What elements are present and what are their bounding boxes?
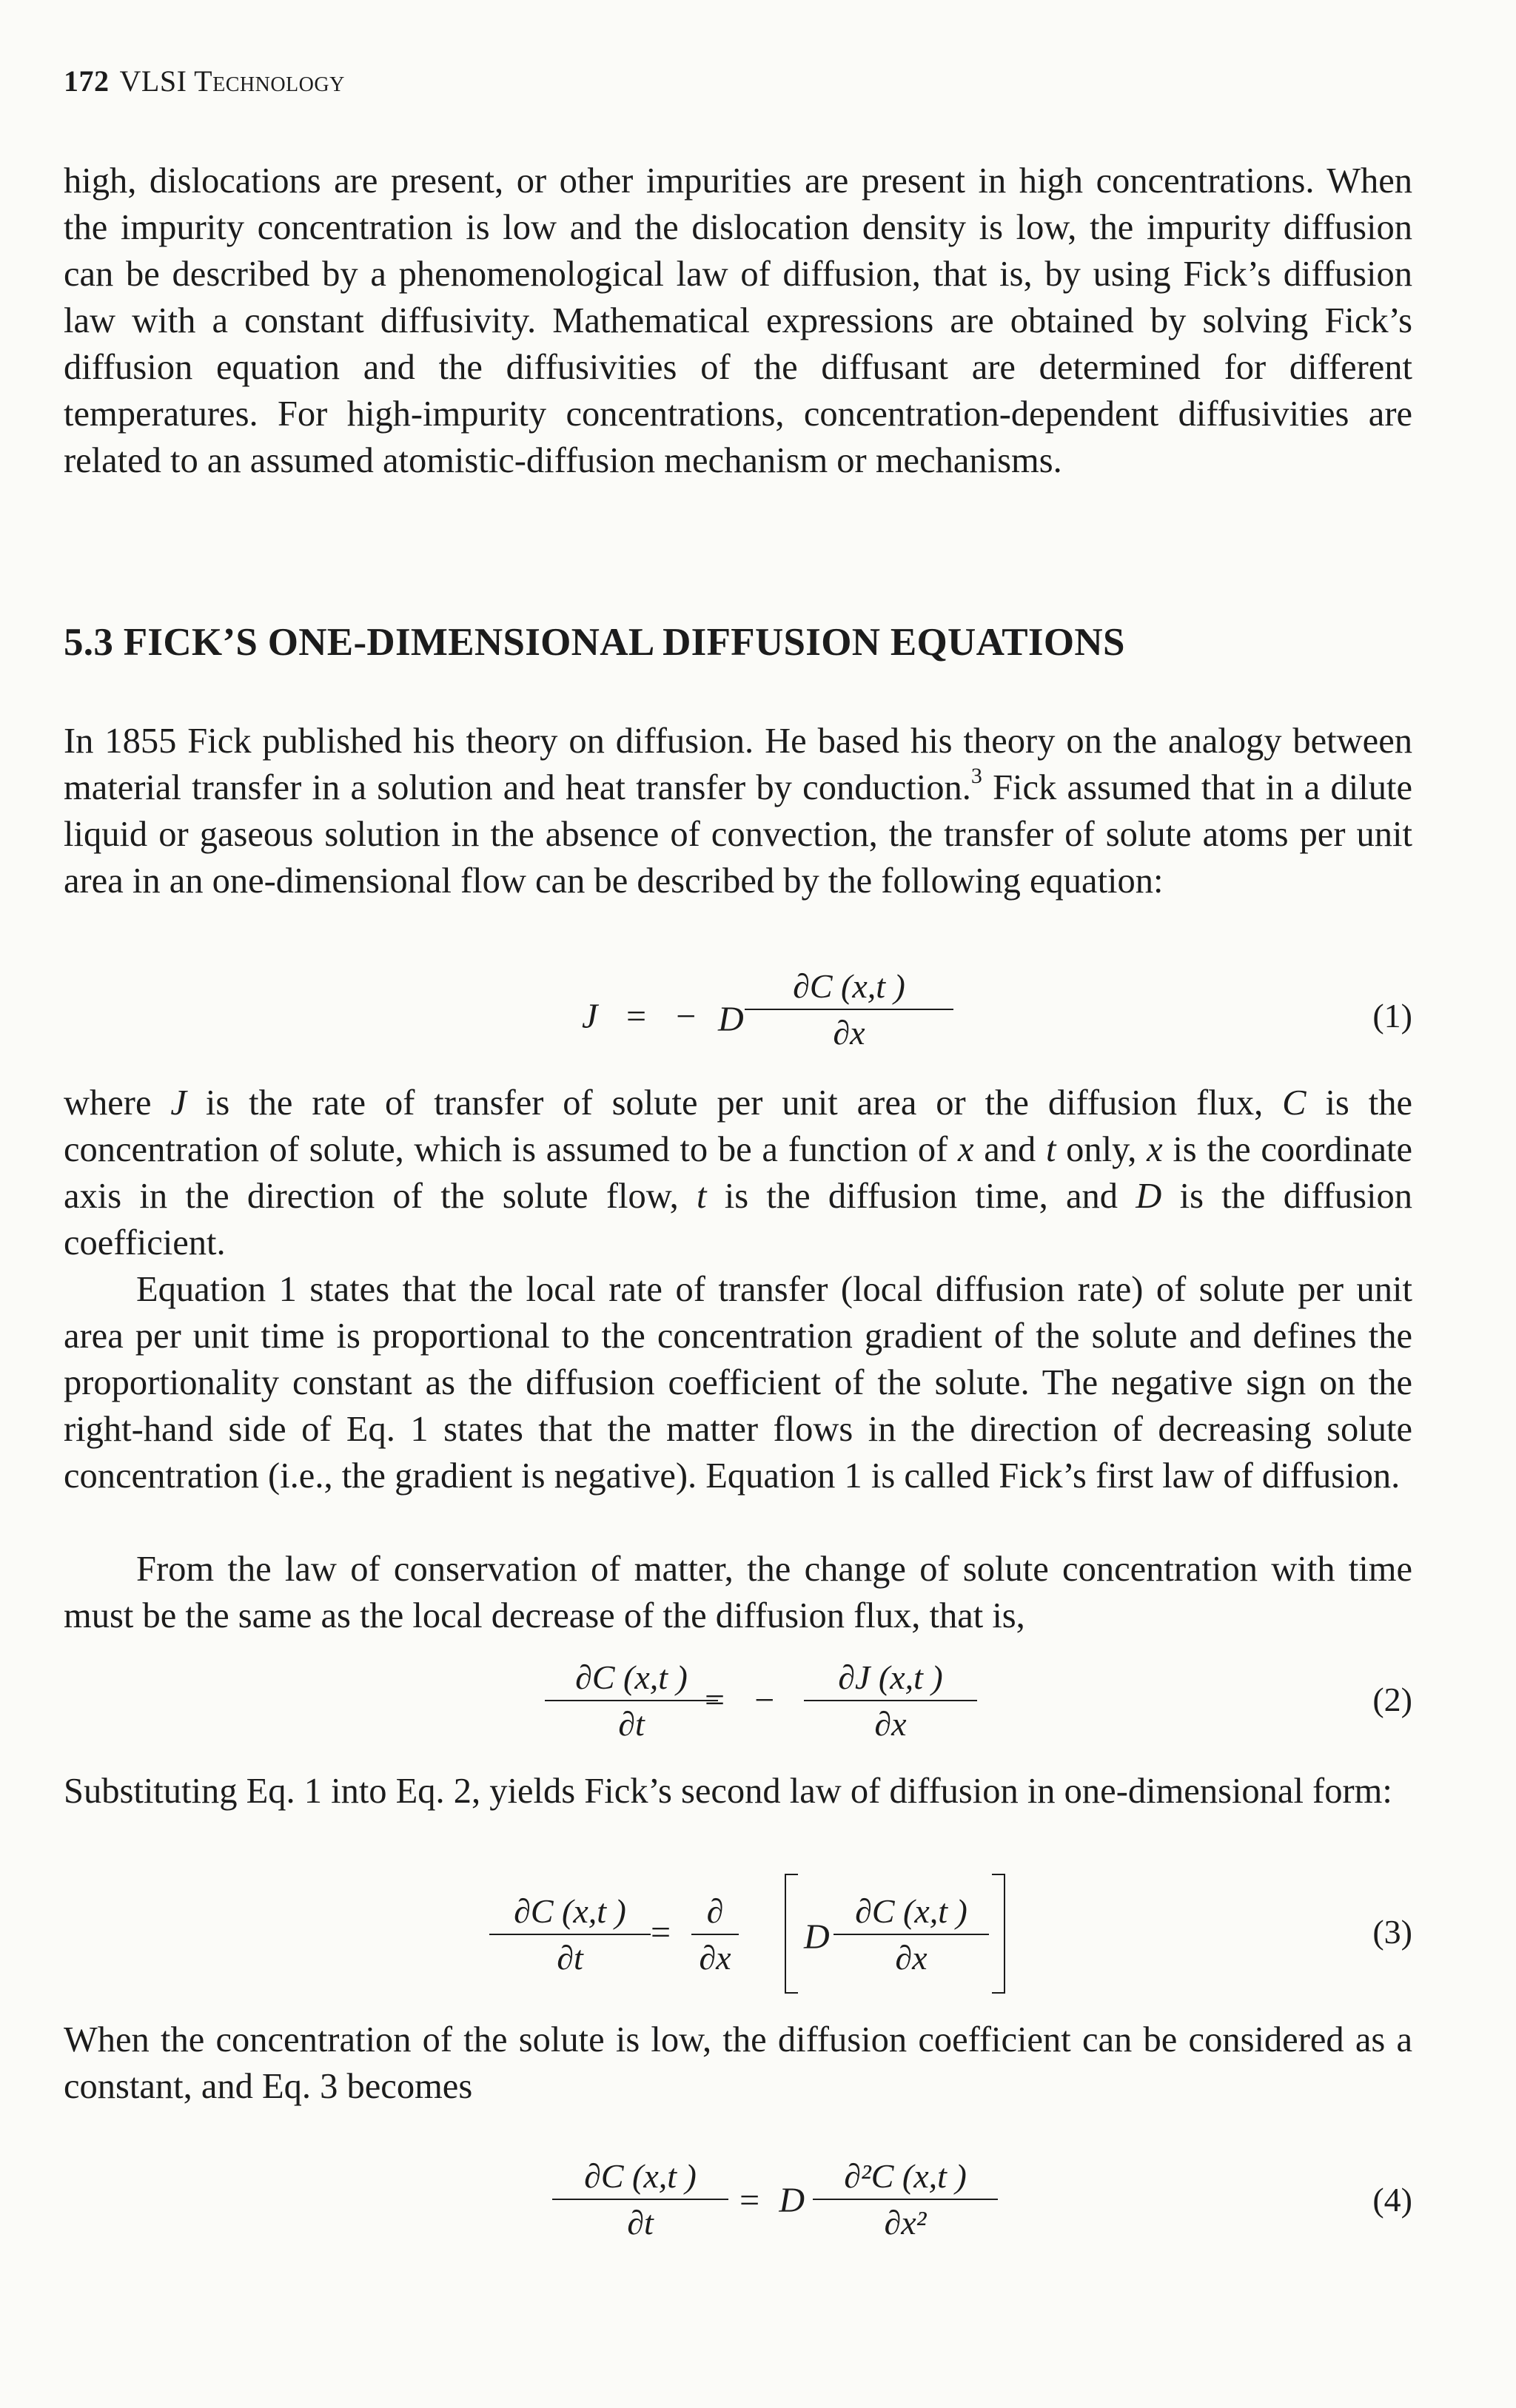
paragraph-2-text-b: Fick assumed that in a dilute liquid or gaseous solution in the absence of convection, the transfer of solute atoms per unit area in an one-dimensional flow can be described by the following equation: <box>64 768 1413 901</box>
p3-var-5: x <box>1147 1130 1163 1169</box>
eq1-numerator: ∂C (x,t ) <box>793 967 905 1005</box>
p3-text-4: and <box>973 1130 1046 1169</box>
p3-var-3: x <box>958 1130 974 1169</box>
eq2-denominator-right: ∂x <box>874 1705 907 1743</box>
paragraph-2-text-a: In 1855 Fick published his theory on diffusion. He based his theory on the analogy between material transfer in a solution and heat transfer by conduction. <box>64 722 1412 807</box>
eq3-numerator-left: ∂C (x,t ) <box>514 1892 626 1930</box>
eq1-label: (1) <box>1372 997 1412 1035</box>
reference-marker: 3 <box>970 764 982 788</box>
eq2-fraction-right <box>804 1658 977 1743</box>
p3-text-8: is the diffusion coefficient. <box>64 1177 1412 1262</box>
eq3-label: (3) <box>1372 1913 1412 1951</box>
eq3-fraction-left <box>489 1891 651 1977</box>
eq1-coefficient: D <box>718 1000 744 1039</box>
eq3-coefficient: D <box>804 1917 830 1957</box>
paragraph-6: Substituting Eq. 1 into Eq. 2, yields Fick’s second law of diffusion in one-dimensional form: <box>64 1772 1392 1811</box>
p3-var-2: C <box>1282 1083 1307 1123</box>
eq2-bar-left <box>545 1700 718 1701</box>
eq3-numerator-right: ∂C (x,t ) <box>855 1892 967 1930</box>
eq4-numerator-left: ∂C (x,t ) <box>584 2157 697 2195</box>
eq1-denominator: ∂x <box>833 1014 865 1052</box>
eq1-lhs: J <box>582 997 598 1036</box>
page-number: 172 <box>64 64 110 98</box>
eq2-fraction-left <box>545 1658 718 1743</box>
p3-text-2: is the rate of transfer of solute per unit area or the diffusion flux, <box>186 1083 1283 1123</box>
eq4-label: (4) <box>1372 2181 1412 2219</box>
eq4-numerator-right: ∂²C (x,t ) <box>844 2157 967 2195</box>
eq2-denominator-left: ∂t <box>618 1705 645 1743</box>
eq4-denominator-right: ∂x² <box>884 2204 927 2241</box>
paragraph-3 <box>64 1080 1412 1266</box>
eq4-bar-left <box>552 2199 728 2200</box>
p3-text-1: where <box>64 1083 171 1123</box>
book-title: VLSI Technology <box>119 64 345 98</box>
eq4-operator: = D <box>737 2181 810 2220</box>
paragraph-2 <box>64 718 1412 904</box>
p3-var-7: D <box>1136 1177 1162 1216</box>
p3-var-4: t <box>1045 1130 1056 1169</box>
eq1-operator: = − <box>626 997 707 1036</box>
eq2-label: (2) <box>1372 1681 1412 1718</box>
eq3-denominator-middle: ∂x <box>699 1939 731 1977</box>
eq3-fraction-middle <box>691 1891 739 1977</box>
eq2-operator: = − <box>705 1681 785 1720</box>
eq3-bar-middle <box>691 1934 739 1935</box>
eq4-bar-right <box>813 2199 998 2200</box>
eq3-bar-left <box>489 1934 651 1935</box>
eq3-operator: = <box>651 1913 671 1952</box>
p3-text-6: is the coordinate axis in the direction of the solute flow, <box>64 1130 1412 1216</box>
running-head <box>64 64 345 98</box>
p3-text-5: only, <box>1056 1130 1147 1169</box>
eq3-denominator-left: ∂t <box>557 1939 583 1977</box>
eq1-fraction-bar <box>745 1009 953 1010</box>
eq2-numerator-left: ∂C (x,t ) <box>575 1658 688 1696</box>
eq2-bar-right <box>804 1700 977 1701</box>
paragraph-7: When the concentration of the solute is low, the diffusion coefficient can be considered as a constant, and Eq. 3 becomes <box>64 2020 1412 2106</box>
section-heading <box>64 620 1125 665</box>
p3-text-3: is the concentration of solute, which is assumed to be a function of <box>64 1083 1412 1169</box>
p3-text-7: is the diffusion time, and <box>706 1177 1136 1216</box>
paragraph-5: From the law of conservation of matter, the change of solute concentration with time must be the same as the local decrease of the diffusion flux, that is, <box>64 1550 1412 1635</box>
eq3-denominator-right: ∂x <box>895 1939 928 1977</box>
paragraph-1: high, dislocations are present, or other impurities are present in high concentrations. When the impurity concentration is low and the dislocation density is low, the impurity diffusion can be described by a phenomenological law of diffusion, that is, by using Fick’s diffusion law with a constant diffusivity. Mathematical expressions are obtained by solving Fick’s diffusion equation and the diffusivities of the diffusant are determined for different temperatures. For high-impurity concentrations, concentration-dependent diffusivities are related to an assumed atomistic-diffusion mechanism or mechanisms. <box>64 161 1412 480</box>
eq4-fraction-left <box>552 2156 728 2242</box>
eq1-fraction <box>745 966 953 1052</box>
eq3-fraction-right <box>834 1891 989 1977</box>
section-number: 5.3 <box>64 621 114 664</box>
section-title: FICK’S ONE-DIMENSIONAL DIFFUSION EQUATIONS <box>123 621 1125 664</box>
p3-var-6: t <box>697 1177 707 1216</box>
eq3-right-bracket <box>992 1874 1005 1994</box>
eq4-denominator-left: ∂t <box>627 2204 654 2241</box>
eq2-numerator-right: ∂J (x,t ) <box>838 1658 943 1696</box>
eq3-bar-right <box>834 1934 989 1935</box>
p3-var-1: J <box>170 1083 187 1123</box>
eq3-numerator-middle: ∂ <box>706 1892 724 1930</box>
paragraph-4: Equation 1 states that the local rate of transfer (local diffusion rate) of solute per unit area per unit time is proportional to the concentration gradient of the solute and defines the proportionality constant as the diffusion coefficient of the solute. The negative sign on the right-hand side of Eq. 1 states that the matter flows in the direction of decreasing solute concentration (i.e., the gradient is negative). Equation 1 is called Fick’s first law of diffusion. <box>64 1270 1412 1496</box>
eq3-left-bracket <box>785 1874 798 1994</box>
eq4-fraction-right <box>813 2156 998 2242</box>
